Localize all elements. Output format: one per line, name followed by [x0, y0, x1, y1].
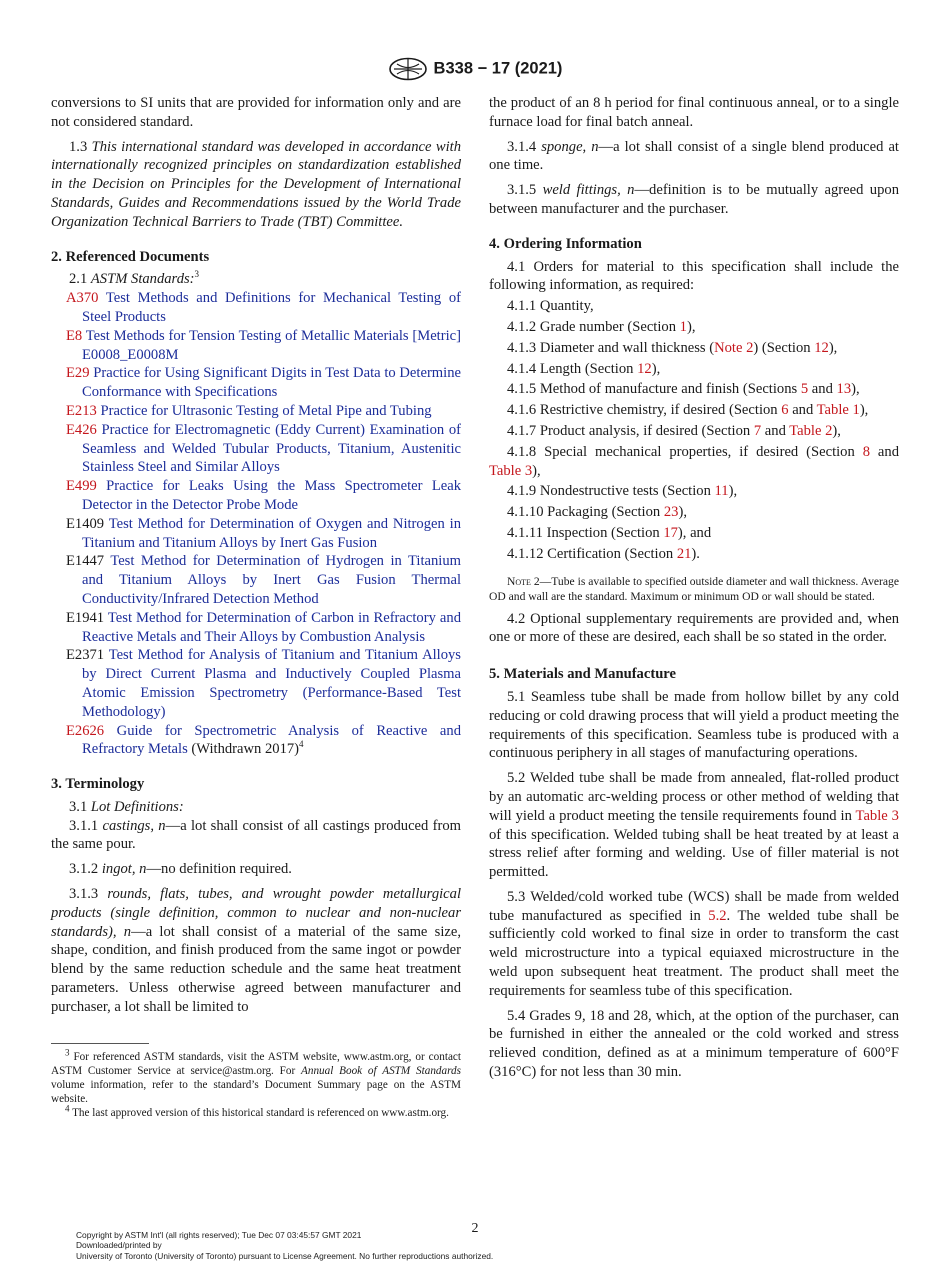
paragraph-intro-continued: conversions to SI units that are provided for information only and are not considered standard. [51, 95, 461, 130]
reference-e1447[interactable]: E1447 Test Method for Determination of Hydrogen in Titanium and Titanium Alloys by Inert Gas Fusion Thermal Conductivity/Infrared Detection Method [66, 553, 461, 607]
link-section-23[interactable]: 23 [663, 504, 679, 521]
reference-a370[interactable]: A370 Test Methods and Definitions for Mechanical Testing of Steel Products [66, 290, 461, 325]
footnote-3: $^3$ For referenced ASTM standards, visit the ASTM website, www.astm.org, or contact ASTM Customer Service at service@astm.org. For Annual Book of ASTM Standards volume information, refer to the standard’s Document Summary page on the ASTM website. [51, 1046, 461, 1106]
paragraph-4-1: 4.1 Orders for material to this specification shall include the following information, as required: [489, 258, 899, 294]
paragraph-2-1: 2.1 ASTM Standards:$^3$ [69, 269, 200, 288]
link-table-3[interactable]: Table 3 [855, 807, 899, 824]
item-4-1-2: 4.1.2 Grade number (Section 1), [507, 318, 696, 335]
item-4-1-9: 4.1.9 Nondestructive tests (Section 11), [507, 483, 738, 500]
reference-e29[interactable]: E29 Practice for Using Significant Digits in Test Data to Determine Conformance with Specifications [66, 365, 461, 401]
section-4-heading: 4. Ordering Information [489, 235, 642, 252]
item-4-1-6: 4.1.6 Restrictive chemistry, if desired (Section 6 and Table 1), [507, 402, 869, 419]
link-section-1[interactable]: 1 [679, 318, 687, 335]
paragraph-3-1-1: 3.1.1 castings, n—a lot shall consist of all castings produced from the same pour. [51, 817, 461, 853]
paragraph-4-2: 4.2 Optional supplementary requirements are provided and, when one or more of these are desired, each shall be so stated in the order. [489, 610, 899, 646]
item-4-1-10: 4.1.10 Packaging (Section 23), [507, 504, 687, 521]
link-section-17[interactable]: 17 [663, 524, 678, 541]
reference-e8[interactable]: E8 Test Methods for Tension Testing of Metallic Materials [Metric] E0008_E0008M [66, 327, 461, 363]
item-4-1-7: 4.1.7 Product analysis, if desired (Section 7 and Table 2), [507, 422, 841, 439]
document-designation: B338 − 17 (2021) [433, 59, 563, 78]
section-3-heading: 3. Terminology [51, 776, 145, 793]
page-number: 2 [471, 1221, 479, 1236]
right-column [489, 94, 899, 1082]
note-2: Note 2—Tube is available to specified outside diameter and wall thickness. Average OD and wall are the standard. Maximum or minimum OD or wall should be stated. [489, 574, 899, 603]
paragraph-1-3: 1.3 This international standard was developed in accordance with internationally recognized principles on standardization established in the Decision on Principles for the Development of International Standards, Guides and Recommendations issued by the World Trade Organization Technical Barriers to Trade (TBT) Committee. [51, 138, 462, 230]
paragraph-3-1-3: 3.1.3 rounds, flats, tubes, and wrought powder metallurgical products (single definition, common to nuclear and non-nuclear standards), n—a lot shall consist of a material of the same size, shape, condition, and finish produced from the same ingot or powder blend by the same reduction schedule and the same heat treatment parameters. Unless otherwise agreed between manufacturer and purchaser, a lot shall be limited to [51, 886, 461, 1015]
reference-e499[interactable]: E499 Practice for Leaks Using the Mass Spectrometer Leak Detector in the Detector Probe Mode [66, 478, 461, 513]
link-note-2[interactable]: Note 2 [714, 339, 754, 356]
paragraph-3-1-4: 3.1.4 sponge, n—a lot shall consist of a single blend produced at one time. [489, 138, 899, 174]
footnote-rule [51, 1043, 149, 1044]
paragraph-5-3: 5.3 Welded/cold worked tube (WCS) shall be made from welded tube manufactured as specified in 5.2. The welded tube shall be sufficiently cold worked to final size in order to transform the cast weld microstructure into a typical equiaxed microstructure in the weld upon subsequent heat treatment. The product shall meet the requirements for seamless tube of this specification. [489, 888, 899, 999]
astm-logo-icon [388, 57, 428, 81]
item-4-1-12: 4.1.12 Certification (Section 21). [507, 545, 700, 562]
item-4-1-11: 4.1.11 Inspection (Section 17), and [507, 524, 712, 541]
paragraph-5-2: 5.2 Welded tube shall be made from annealed, flat-rolled product by an automatic arc-welding process or other method of welding that will yield a product meeting the tensile requirements found in Table 3 of this specification. Welded tubing shall be heat treated by at least a stress relief after forming and welding. Use of filler material is not permitted. [489, 770, 899, 881]
link-table-2[interactable]: Table 2 [789, 422, 833, 439]
link-section-5-2[interactable]: 5.2 [708, 907, 727, 924]
reference-e1409[interactable]: E1409 Test Method for Determination of Oxygen and Nitrogen in Titanium and Titanium Alloys by Inert Gas Fusion [66, 515, 461, 551]
section-5-heading: 5. Materials and Manufacture [489, 666, 676, 683]
link-section-8[interactable]: 8 [862, 443, 870, 460]
reference-e2371[interactable]: E2371 Test Method for Analysis of Titanium and Titanium Alloys by Direct Current Plasma and Inductively Coupled Plasma Atomic Emission Spectrometry (Performance-Based Test Methodology) [66, 647, 461, 720]
reference-e1941[interactable]: E1941 Test Method for Determination of Carbon in Refractory and Reactive Metals and Their Alloys by Combustion Analysis [66, 609, 461, 645]
link-section-13[interactable]: 13 [836, 381, 852, 398]
item-4-1-8: 4.1.8 Special mechanical properties, if desired (Section 8 and Table 3), [489, 443, 899, 479]
page-header [0, 57, 950, 81]
link-section-11[interactable]: 11 [714, 483, 729, 500]
link-section-12[interactable]: 12 [814, 339, 829, 356]
item-4-1-5: 4.1.5 Method of manufacture and finish (Sections 5 and 13), [507, 381, 860, 398]
paragraph-3-1-2: 3.1.2 ingot, n—no definition required. [69, 861, 292, 878]
reference-e2626[interactable]: E2626 Guide for Spectrometric Analysis of Reactive and Refractory Metals (Withdrawn 2017)$^4$ [66, 722, 461, 758]
reference-e426[interactable]: E426 Practice for Electromagnetic (Eddy Current) Examination of Seamless and Welded Tubular Products, Titanium, Austenitic Stainless Steel and Similar Alloys [66, 421, 462, 476]
link-section-12[interactable]: 12 [637, 360, 652, 377]
link-table-3[interactable]: Table 3 [489, 462, 533, 479]
footnote-4: $^4$ The last approved version of this historical standard is referenced on www.astm.org. [65, 1103, 449, 1120]
item-4-1-4: 4.1.4 Length (Section 12), [507, 360, 661, 377]
item-4-1-3: 4.1.3 Diameter and wall thickness (Note 2) (Section 12), [507, 339, 838, 356]
paragraph-5-4: 5.4 Grades 9, 18 and 28, which, at the option of the purchaser, can be furnished in either the annealed or the cold worked and stress relieved condition, defined as at a minimum temperature of 600°F (316°C) for not less than 30 min. [489, 1007, 899, 1081]
link-section-6[interactable]: 6 [781, 402, 789, 419]
link-section-7[interactable]: 7 [753, 422, 762, 439]
paragraph-3-1: 3.1 Lot Definitions: [69, 798, 184, 815]
link-section-21[interactable]: 21 [676, 545, 692, 562]
paragraph-3-1-5: 3.1.5 weld fittings, n—definition is to be mutually agreed upon between manufacturer and the purchaser. [489, 182, 899, 217]
paragraph-lot-continued: the product of an 8 h period for final continuous anneal, or to a single furnace load for final batch anneal. [489, 95, 899, 130]
link-table-1[interactable]: Table 1 [816, 402, 860, 419]
paragraph-5-1: 5.1 Seamless tube shall be made from hollow billet by any cold reducing or cold drawing process that will yield a product meeting the requirements of this specification. Seamless tube is produced with a continuous periphery in all stages of manufacturing operations. [489, 688, 899, 762]
section-2-heading: 2. Referenced Documents [51, 248, 210, 265]
link-section-5[interactable]: 5 [800, 381, 809, 398]
left-column [51, 94, 461, 1121]
item-4-1-1: 4.1.1 Quantity, [507, 298, 594, 315]
reference-e213[interactable]: E213 Practice for Ultrasonic Testing of Metal Pipe and Tubing [66, 402, 432, 419]
copyright-notice: Copyright by ASTM Int'l (all rights reserved); Tue Dec 07 03:45:57 GMT 2021 Downloaded/printed by University of Toronto (University of Toronto) pursuant to License Agreement. No further reproductions authorized. [76, 1230, 494, 1261]
